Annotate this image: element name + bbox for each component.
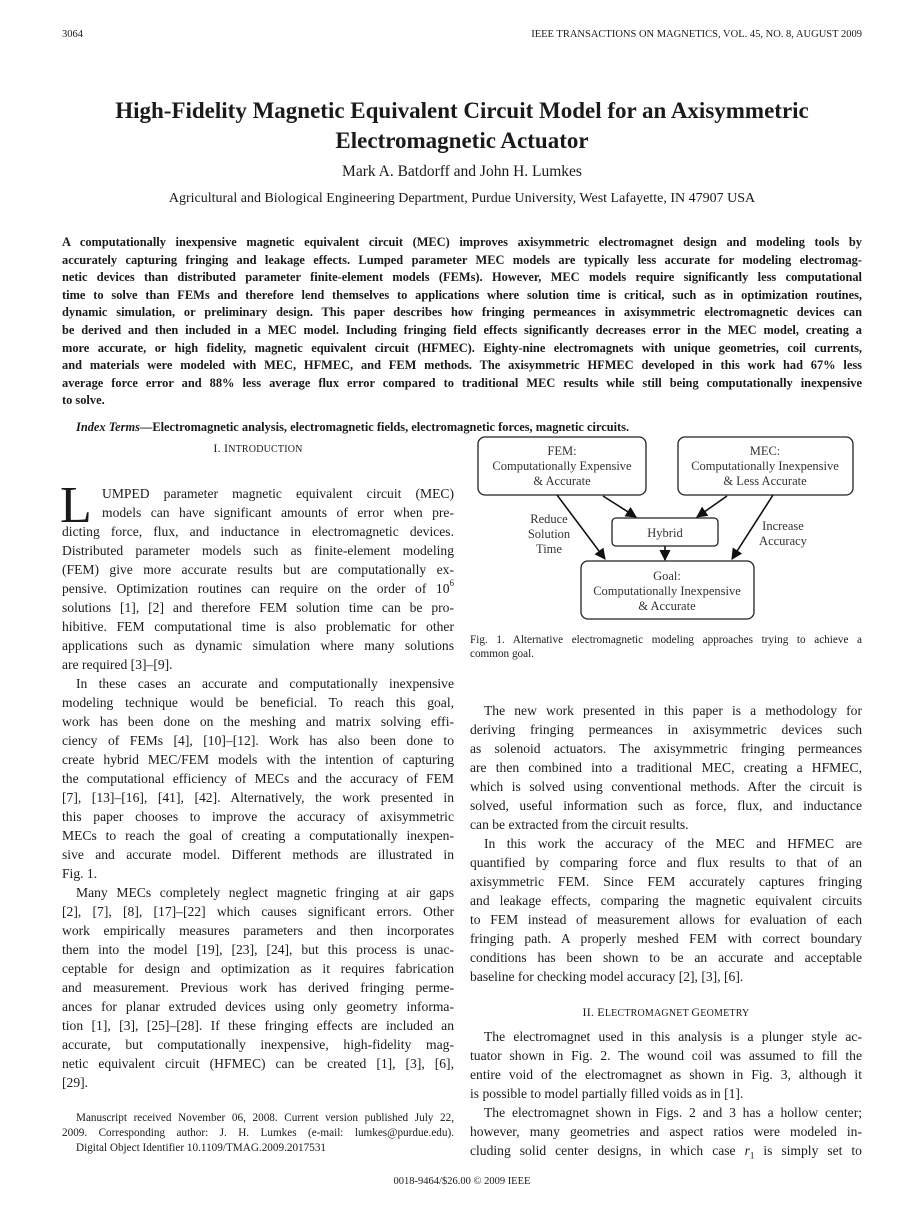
text-line: to FEM instead of measurement allows for evaluation of each (470, 912, 862, 927)
text-line: work empirically measures parameters and then incorporates (62, 923, 454, 938)
index-terms-text: —Electromagnetic analysis, electromagnetic fields, electromagnetic forces, magnetic circuits. (139, 419, 630, 434)
text-line: axisymmetric FEM. Since FEM accurately captures fringing (470, 874, 862, 889)
text-line: and measurement. Previous work has derived fringing perme- (62, 980, 454, 995)
text-run: cluding solid center designs, in which case (470, 1143, 745, 1158)
text-line: are then combined into a traditional MEC, creating a HFMEC, (470, 760, 862, 775)
text-line: baseline for checking model accuracy [2], [3], [6]. (470, 969, 744, 984)
goal-box-line: & Accurate (638, 599, 696, 613)
text-line: as solenoid actuators. The axisymmetric fringing permeances (470, 741, 862, 756)
index-terms-label: Index Terms (76, 419, 140, 434)
text-line: Distributed parameter models such as finite-element modeling (62, 543, 454, 558)
text-line: accurately capturing fringing and leakage effects. Lumped parameter MEC models are typically less accurate for modeling electromag- (62, 252, 862, 267)
text-line: The electromagnet shown in Figs. 2 and 3 has a hollow center; (484, 1105, 862, 1120)
text-line: deriving fringing permeances in axisymmetric devices such (470, 722, 862, 737)
heading-text: E (597, 1005, 605, 1019)
text-line: be derived and then included in a MEC model. Including fringing field effects significantly decreases error in the MEC model, creating a (62, 322, 862, 337)
text-run: 6 (449, 578, 454, 588)
text-line: dicting force, flux, and inductance in electromagnetic devices. (62, 524, 454, 539)
text-line: UMPED parameter magnetic equivalent circuit (MEC) (102, 486, 454, 501)
text-line: netic devices than distributed parameter finite-element models (FEMs). However, MEC models require significantly less computational (62, 270, 862, 285)
paper-title (40, 96, 884, 156)
text-line: [29]. (62, 1075, 89, 1090)
text-line: dynamic simulation, or preliminary design. This paper describes how fringing permeances in axisymmetric electromagnetic devices can (62, 305, 862, 320)
text-line: ances for planar extruded devices using only geometry informa- (62, 999, 454, 1014)
page-number: 3064 (62, 29, 83, 40)
text-line: Manuscript received November 06, 2008. Current version published July 22, (76, 1112, 454, 1124)
mec-box-line: & Less Accurate (723, 474, 807, 488)
paragraph (470, 834, 862, 986)
copyright-footer: 0018-9464/$26.00 © 2009 IEEE (393, 1176, 531, 1187)
drop-cap: L (60, 477, 92, 534)
text-line: [2], [7], [8], [17]–[22] which causes significant errors. Other (62, 904, 454, 919)
hybrid-box-label: Hybrid (647, 526, 683, 540)
text-line: accurate, but computationally inexpensive, high-fidelity mag- (62, 1037, 454, 1052)
goal-box-line: Computationally Inexpensive (593, 584, 741, 598)
text-line: [7], [13]–[16], [41], [42]. Alternatively, the work presented in (62, 790, 454, 805)
text-line: fringing path. A properly meshed FEM with correct boundary (470, 931, 862, 946)
text-line: sive and accurate model. Different methods are illustrated in (62, 847, 454, 862)
heading-text: EOMETRY (700, 1008, 750, 1019)
paragraph (470, 1027, 862, 1103)
text-line: average force error and 88% less average flux error compared to traditional MEC results while still being computationally inexpensive (62, 375, 862, 390)
text-line: work has been done on the meshing and matrix solving effi- (62, 714, 454, 729)
section-heading-introduction (62, 441, 454, 456)
text-line: and materials were modeled with MEC, HFMEC, and FEM methods. The axisymmetric HFMEC developed in this work had 67% less (62, 358, 862, 373)
heading-text: I (223, 441, 229, 455)
running-title: IEEE TRANSACTIONS ON MAGNETICS, VOL. 45, NO. 8, AUGUST 2009 (531, 29, 862, 40)
text-line: is possible to model partially filled voids as in [1]. (470, 1086, 744, 1101)
text-line: which is solved using conventional methods. After the circuit is (470, 779, 862, 794)
text-run: 1 (749, 1150, 755, 1161)
paragraph (470, 701, 862, 834)
text-line: Many MECs completely neglect magnetic fringing at air gaps (76, 885, 454, 900)
text-line: entire void of the electromagnet as shown in Fig. 3, although it (470, 1067, 862, 1082)
text-line: them into the model [19], [23], [24], but this process is unac- (62, 942, 454, 957)
abstract (62, 234, 862, 437)
text-line: The new work presented in this paper is a methodology for (484, 703, 862, 718)
right-column-body (470, 1027, 862, 1160)
mec-box-line: Computationally Inexpensive (691, 459, 839, 473)
text-line: Fig. 1. (62, 866, 98, 881)
text-line: 2009. Corresponding author: J. H. Lumkes (e-mail: lumkes@purdue.edu). (62, 1127, 454, 1139)
heading-text: G (691, 1005, 701, 1019)
reduce-label: Time (536, 542, 562, 556)
fem-box-title: FEM: (547, 444, 577, 458)
reduce-label: Solution (527, 527, 571, 541)
right-column-body (470, 701, 862, 986)
mec-box-title: MEC: (749, 444, 781, 458)
goal-box-title: Goal: (653, 569, 681, 583)
heading-text: NTRODUCTION (228, 444, 303, 455)
title-line: High-Fidelity Magnetic Equivalent Circuit Model for an Axisymmetric (115, 98, 809, 123)
paragraph (62, 883, 454, 1092)
arrow-mec-hybrid (697, 496, 727, 517)
text-line: this paper chooses to improve the accuracy of axisymmetric (62, 809, 454, 824)
fem-box-line: Computationally Expensive (492, 459, 632, 473)
paragraph (470, 1103, 862, 1160)
title-line: Electromagnetic Actuator (335, 128, 589, 153)
heading-text: LECTROMAGNET (604, 1008, 692, 1019)
reduce-label: Reduce (530, 512, 568, 526)
fem-box-line: & Accurate (533, 474, 591, 488)
text-line: conditions has been shown to be an accurate and acceptable (470, 950, 862, 965)
increase-label: Accuracy (759, 534, 807, 548)
text-line: can be extracted from the circuit results. (470, 817, 689, 832)
figure-1-diagram (470, 430, 870, 630)
text-line: hibitive. FEM computational time is also problematic for other (62, 619, 454, 634)
paragraph (62, 674, 454, 883)
text-line: (FEM) give more accurate results but are computationally ex- (62, 562, 454, 577)
footnote (62, 1111, 454, 1156)
text-line: solved, useful information such as force, flux, and inductance (470, 798, 862, 813)
text-line: ciency of FEMs [4], [10]–[12]. Work has also been done to (62, 733, 454, 748)
text-line: applications such as dynamic simulation where many solutions (62, 638, 454, 653)
text-line: models can have significant amounts of error when pre- (102, 505, 454, 520)
text-line: and leakage effects, comparing the magnetic equivalent circuits (470, 893, 862, 908)
text-run: pensive. Optimization routines can require on the order of 10 (62, 581, 450, 596)
section-numeral: II. (582, 1005, 598, 1019)
text-line: ceptable for design and optimization as it requires fabrication (62, 961, 454, 976)
text-line: to solve. (62, 393, 105, 408)
text-line: The electromagnet used in this analysis is a plunger style ac- (484, 1029, 862, 1044)
text-line: are required [3]–[9]. (62, 657, 173, 672)
text-run: is simply set to (754, 1143, 862, 1158)
text-line (62, 579, 454, 598)
abstract-body (62, 234, 862, 410)
text-line: however, many geometries and aspect ratios were modeled in- (470, 1124, 862, 1139)
text-line (470, 1141, 862, 1160)
text-line: tion [1], [3], [25]–[28]. If these fringing effects are included an (62, 1018, 454, 1033)
paragraph (60, 477, 454, 674)
text-line: common goal. (470, 648, 535, 660)
section-heading-electromagnet-geometry (470, 1005, 862, 1020)
left-column-body (60, 477, 454, 1092)
text-line: Digital Object Identifier 10.1109/TMAG.2009.2017531 (76, 1142, 327, 1154)
text-line: solutions [1], [2] and therefore FEM solution time can be pro- (62, 600, 454, 615)
text-line: create hybrid MEC/FEM models with the intention of capturing (62, 752, 454, 767)
text-line: In these cases an accurate and computationally inexpensive (76, 676, 454, 691)
text-line: netic equivalent circuit (HFMEC) can be created [1], [3], [6], (62, 1056, 454, 1071)
text-line: the computational efficiency of MECs and the accuracy of FEM (62, 771, 454, 786)
text-line: tuator shown in Fig. 2. The wound coil was assumed to fill the (470, 1048, 862, 1063)
figure-1-caption (470, 633, 862, 661)
text-line: quantified by comparing force and flux results to that of an (470, 855, 862, 870)
text-line: modeling technique would be beneficial. To reach this goal, (62, 695, 454, 710)
text-line: MECs to reach the goal of creating a computationally inexpen- (62, 828, 454, 843)
text-line: Fig. 1. Alternative electromagnetic modeling approaches trying to achieve a (470, 634, 862, 646)
text-run: r (744, 1143, 750, 1158)
authors: Mark A. Batdorff and John H. Lumkes (342, 163, 582, 180)
text-line: In this work the accuracy of the MEC and HFMEC are (484, 836, 862, 851)
text-line: time to solve than FEMs and therefore lend themselves to applications where solution time is critical, such as in optimization routines, (62, 287, 862, 302)
affiliation: Agricultural and Biological Engineering Department, Purdue University, West Lafayette, IN 47907 USA (168, 191, 756, 206)
section-numeral: I. (213, 441, 224, 455)
text-line: more accurate, or high fidelity, magnetic equivalent circuit (HFMEC). Eighty-nine electromagnets with unique geometries, coil currents, (62, 340, 862, 355)
arrow-fem-hybrid (603, 496, 636, 517)
text-line: A computationally inexpensive magnetic equivalent circuit (MEC) improves axisymmetric electromagnet design and modeling tools by (62, 235, 862, 249)
increase-label: Increase (762, 519, 804, 533)
